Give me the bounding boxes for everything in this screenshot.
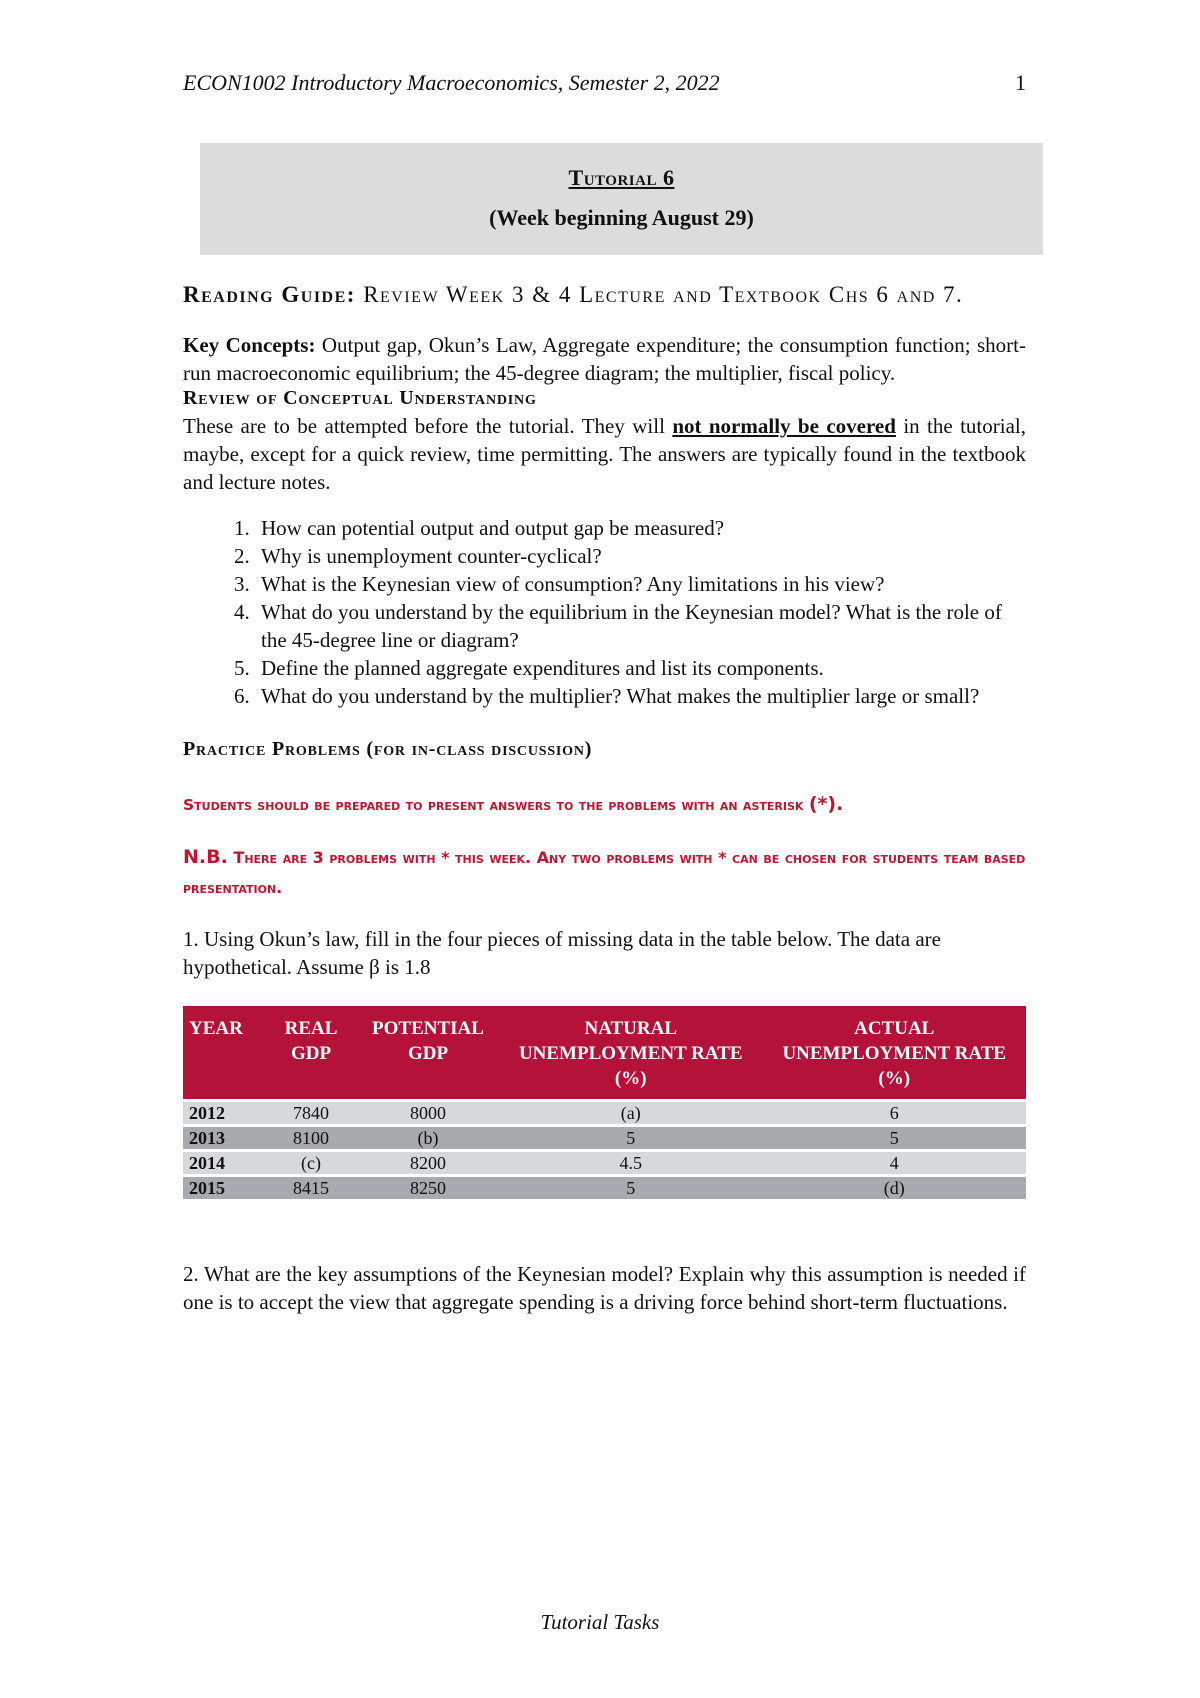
cell-real-gdp: 7840	[265, 1102, 357, 1124]
problem-2: 2. What are the key assumptions of the Keynesian model? Explain why this assumption is needed if one is to accept the view that aggregate spending is a driving force behind short-term fluctuations.	[183, 1262, 1026, 1314]
review-intro-before: These are to be attempted before the tutorial. They will	[183, 414, 673, 438]
practice-heading: Practice Problems (for in-class discussion)	[183, 738, 593, 760]
cell-potential-gdp: 8000	[357, 1102, 499, 1124]
cell-year: 2014	[183, 1152, 265, 1174]
cell-natural-rate: 5	[499, 1177, 763, 1199]
cell-natural-rate: 5	[499, 1127, 763, 1149]
table-header-row	[183, 1006, 1026, 1099]
main-content	[183, 280, 1026, 1316]
header-actual-unemployment: ACTUAL UNEMPLOYMENT RATE (%)	[763, 1006, 1027, 1099]
cell-actual-rate: 5	[763, 1127, 1027, 1149]
cell-potential-gdp: 8200	[357, 1152, 499, 1174]
cell-actual-rate: 4	[763, 1152, 1027, 1174]
nb-text: There are 3 problems with * this week. Any two problems with * can be chosen for students team based presentation.	[183, 848, 1026, 897]
key-concepts	[183, 331, 1026, 387]
cell-real-gdp: (c)	[265, 1152, 357, 1174]
review-intro-after: in the tutorial, maybe, except for a quick review, time permitting. The answers are typically found in the textbook and lecture notes.	[183, 414, 1026, 494]
key-concepts-label: Key Concepts:	[183, 333, 316, 357]
cell-year: 2012	[183, 1102, 265, 1124]
header-natural-unemployment: NATURAL UNEMPLOYMENT RATE (%)	[499, 1006, 763, 1099]
reading-guide	[183, 280, 1026, 309]
list-item: 4. What do you understand by the equilibrium in the Keynesian model? What is the role of the 45-degree line or diagram?	[255, 598, 1026, 654]
tutorial-title: Tutorial 6	[568, 165, 675, 190]
table-row	[183, 1177, 1026, 1199]
list-item: 3. What is the Keynesian view of consumption? Any limitations in his view?	[255, 570, 1026, 598]
key-concepts-text: Output gap, Okun’s Law, Aggregate expenditure; the consumption function; short-run macroeconomic equilibrium; the 45-degree diagram; the multiplier, fiscal policy.	[183, 333, 1026, 385]
review-questions	[183, 514, 1026, 710]
list-item: 6. What do you understand by the multiplier? What makes the multiplier large or small?	[255, 682, 1026, 710]
review-intro	[183, 412, 1026, 496]
presentation-note-text: Students should be prepared to present answers to the problems with an asterisk	[183, 796, 804, 814]
reading-guide-label: Reading Guide:	[183, 282, 356, 307]
presentation-note	[183, 789, 1026, 820]
header-real-gdp: REAL GDP	[265, 1006, 357, 1099]
review-intro-emphasis: not normally be covered	[672, 414, 896, 438]
okun-table	[183, 1003, 1026, 1202]
page-number: 1	[1015, 70, 1026, 95]
cell-potential-gdp: (b)	[357, 1127, 499, 1149]
table-row	[183, 1102, 1026, 1124]
list-item: 1. How can potential output and output gap be measured?	[255, 514, 1026, 542]
nb-lead: N.B.	[183, 846, 228, 868]
cell-real-gdp: 8415	[265, 1177, 357, 1199]
cell-actual-rate: (d)	[763, 1177, 1027, 1199]
table-row	[183, 1152, 1026, 1174]
cell-year: 2015	[183, 1177, 265, 1199]
review-heading: Review of Conceptual Understanding	[183, 387, 537, 409]
cell-potential-gdp: 8250	[357, 1177, 499, 1199]
cell-natural-rate: 4.5	[499, 1152, 763, 1174]
table-row	[183, 1127, 1026, 1149]
nb-note	[183, 842, 1026, 903]
header-potential-gdp: POTENTIAL GDP	[357, 1006, 499, 1099]
tutorial-subtitle: (Week beginning August 29)	[489, 205, 754, 230]
asterisk-mark: (*).	[808, 793, 844, 815]
header-year: YEAR	[183, 1006, 265, 1099]
cell-actual-rate: 6	[763, 1102, 1027, 1124]
page-header	[183, 70, 1026, 96]
reading-guide-text: Review Week 3 & 4 Lecture and Textbook Chs 6 and 7.	[355, 282, 964, 307]
cell-year: 2013	[183, 1127, 265, 1149]
list-item: 2. Why is unemployment counter-cyclical?	[255, 542, 1026, 570]
page-footer: Tutorial Tasks	[540, 1610, 660, 1634]
problem-1: 1. Using Okun’s law, fill in the four pieces of missing data in the table below. The data are hypothetical. Assume β is 1.8	[183, 927, 941, 979]
cell-natural-rate: (a)	[499, 1102, 763, 1124]
list-item: 5. Define the planned aggregate expenditures and list its components.	[255, 654, 1026, 682]
course-title: ECON1002 Introductory Macroeconomics, Semester 2, 2022	[183, 70, 720, 95]
cell-real-gdp: 8100	[265, 1127, 357, 1149]
title-box	[200, 143, 1043, 255]
